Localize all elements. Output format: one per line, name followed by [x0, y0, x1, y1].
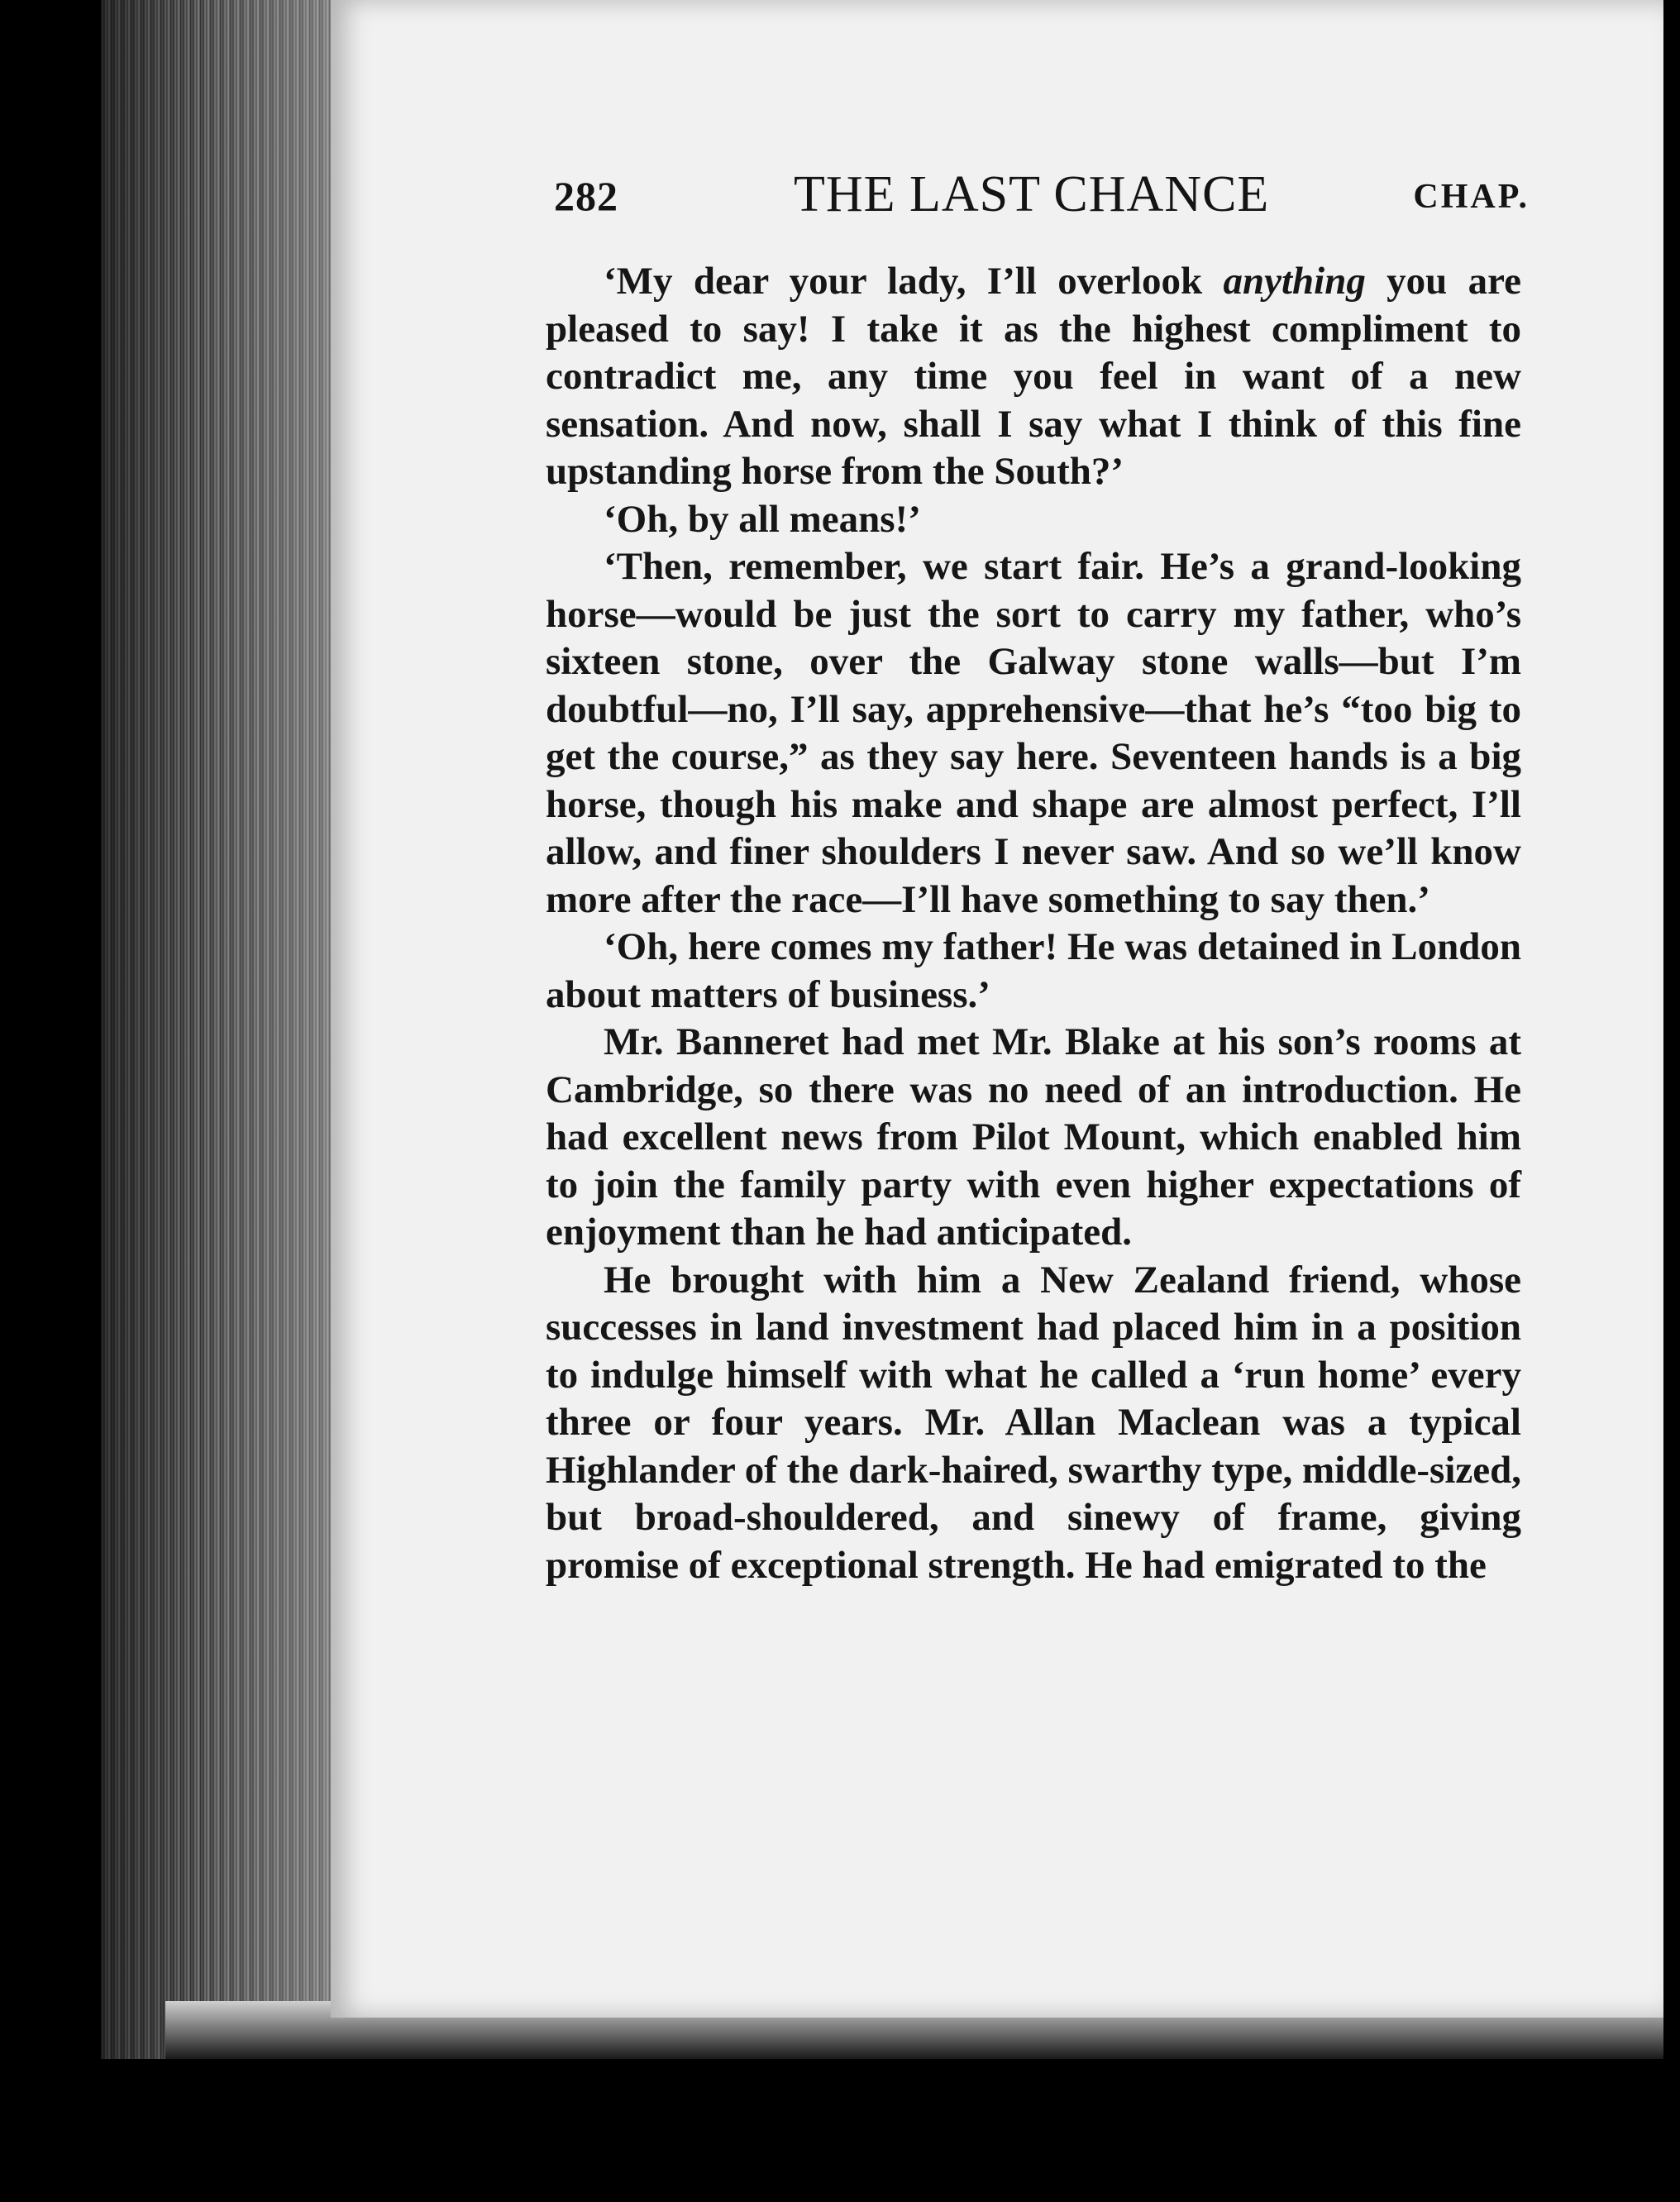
paragraph: [546, 258, 1521, 496]
running-head: [554, 165, 1530, 232]
paragraph-text: ‘My dear your lady, I’ll overlook: [604, 260, 1224, 303]
paragraph-text: ‘Oh, here comes my father! He was detained in London about matters of business.’: [546, 925, 1521, 1016]
page-number: 282: [554, 173, 618, 219]
paragraph-text: He brought with him a New Zealand friend, whose successes in land investment had placed him in a position to indulge himself with what he called a ‘run home’ every three or four years. Mr. Allan Maclean was a typical Highlander of the dark-haired, swarthy type, middle-sized, but broad-shouldered, and sinewy of frame, giving promise of exceptional strength. He had emigrated to the: [546, 1258, 1521, 1587]
book-title: THE LAST CHANCE: [794, 166, 1270, 222]
book-page-edges: [101, 0, 341, 2059]
paragraph: [546, 924, 1521, 1019]
paragraph-text: ‘Then, remember, we start fair. He’s a grand-looking horse—would be just the sort to carry my father, who’s sixteen stone, over the Galway stone walls—but I’m doubtful—no, I’ll say, apprehensive—that he’s “too big to get the course,” as they say here. Seventeen hands is a big horse, though his make and shape are almost perfect, I’ll allow, and finer shoulders I never saw. And so we’ll know more after the race—I’ll have something to say then.’: [546, 545, 1521, 921]
paragraph: [546, 496, 1521, 544]
paragraph-text: ‘Oh, by all means!’: [604, 497, 921, 541]
paragraph-text: you are pleased to say! I take it as the highest compliment to contradict me, any time you feel in want of a new sensation. And now, shall I say what I think of this fine upstanding horse from the South?’: [546, 260, 1521, 493]
paragraph: [546, 1019, 1521, 1257]
paragraph-text: Mr. Banneret had met Mr. Blake at his son’s rooms at Cambridge, so there was no need of an introduction. He had excellent news from Pilot Mount, which enabled him to join the family party with even higher expectations of enjoyment than he had anticipated.: [546, 1020, 1521, 1254]
chapter-label: CHAP.: [1413, 178, 1530, 216]
paragraph: [546, 543, 1521, 924]
paragraph: [546, 1257, 1521, 1590]
body-text: [546, 258, 1521, 1589]
emphasized-text: anything: [1223, 260, 1366, 303]
